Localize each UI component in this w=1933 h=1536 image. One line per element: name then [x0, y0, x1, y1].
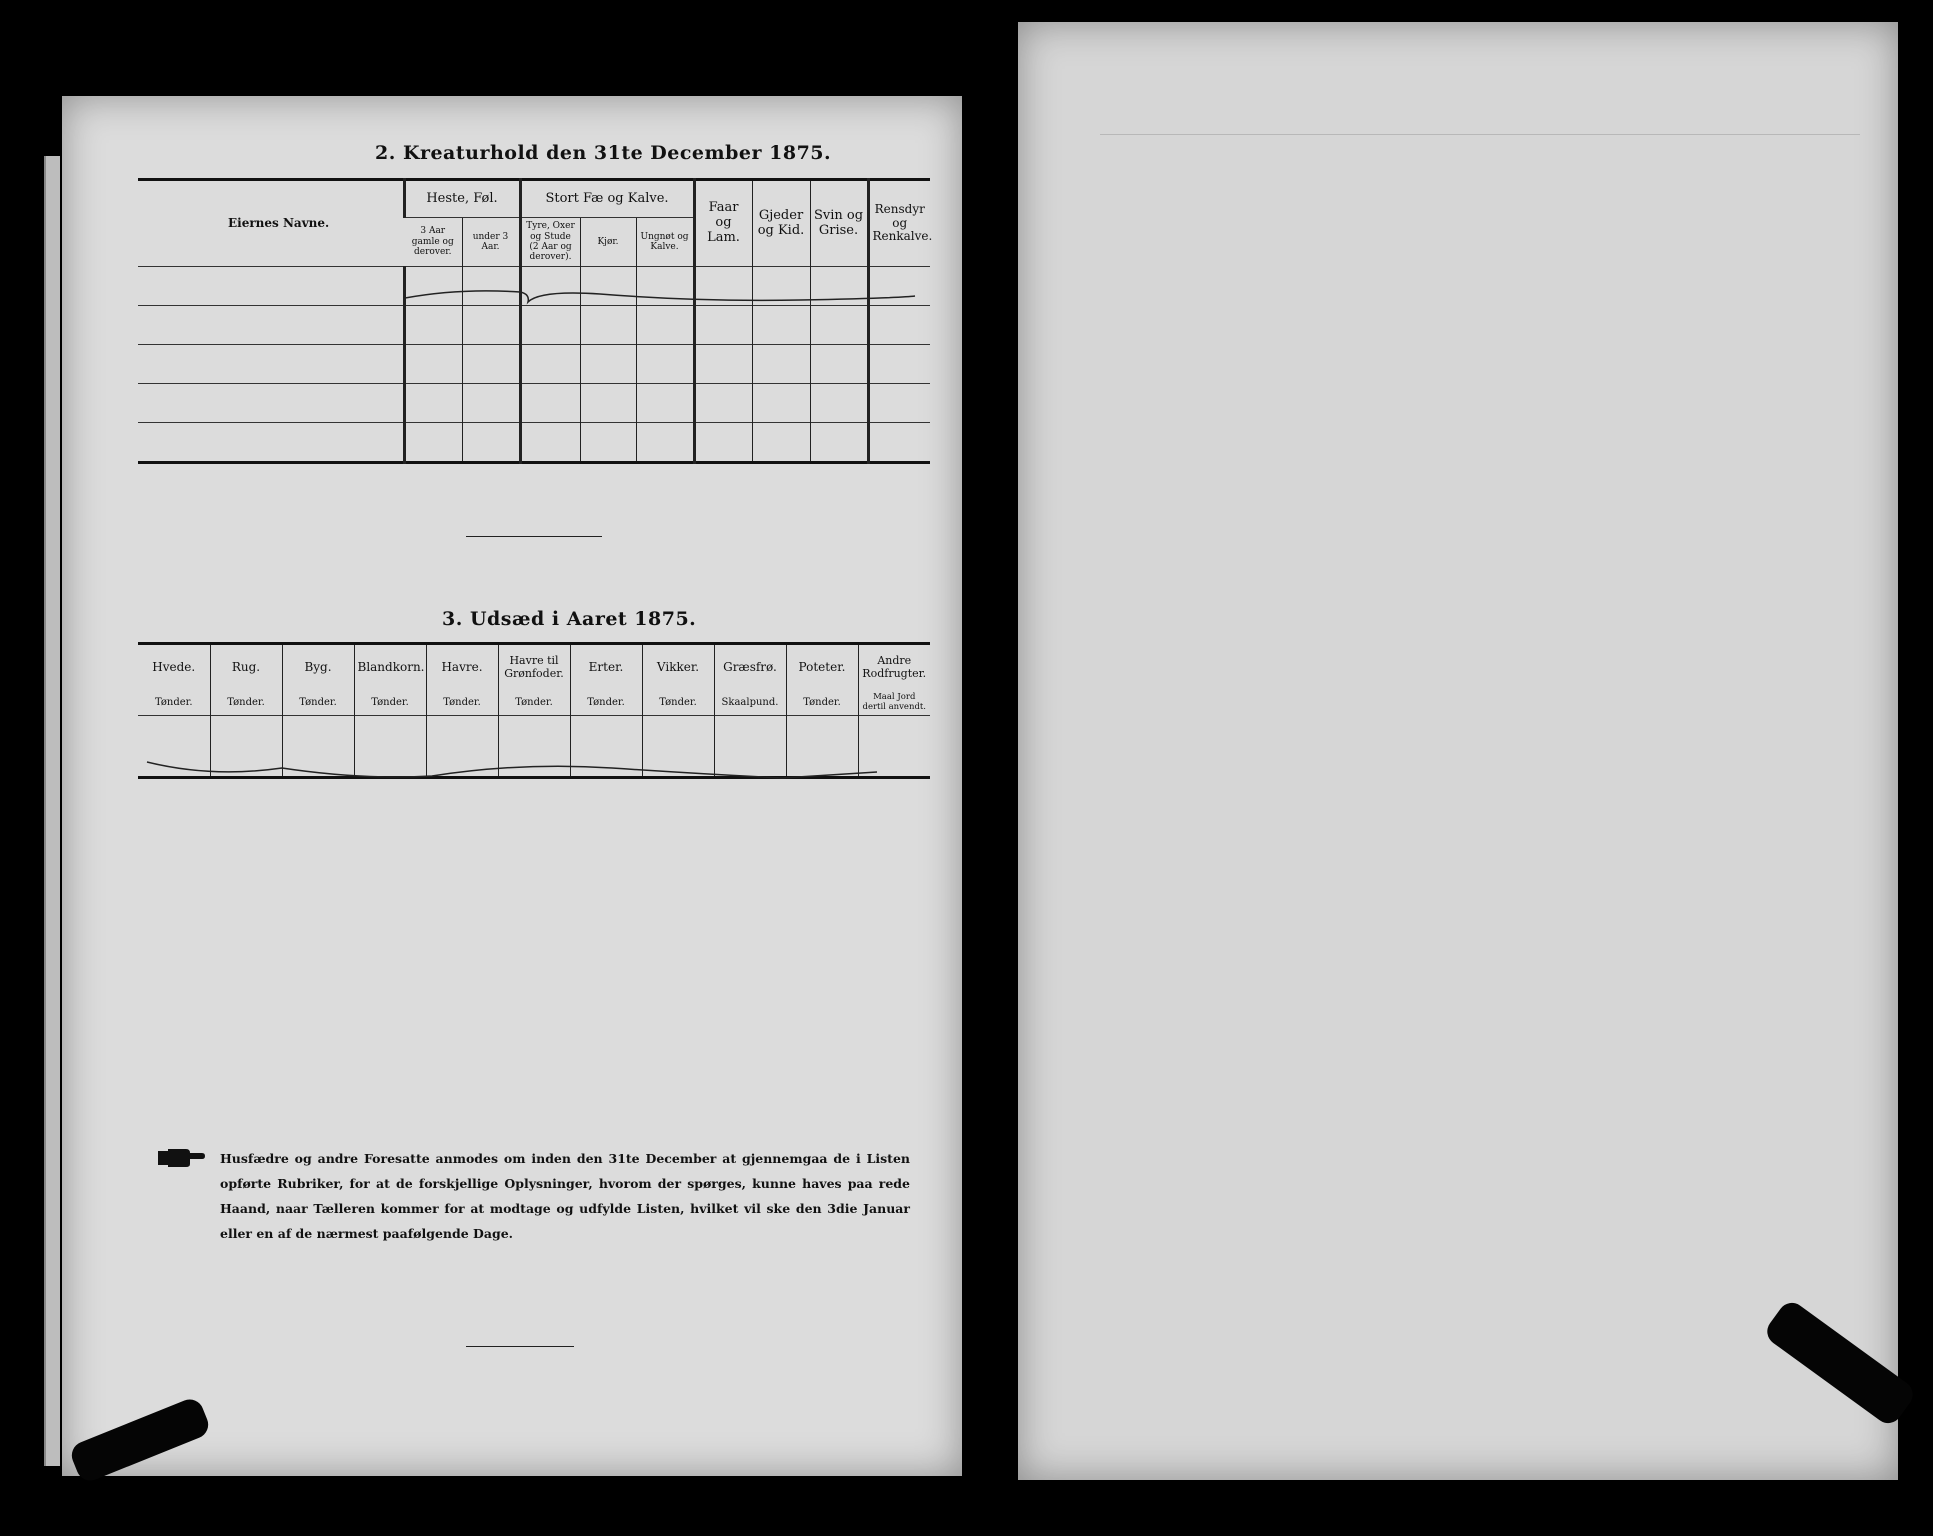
seed-col-9: Poteter.: [786, 644, 858, 692]
seed-unit-10: Maal Jord dertil anvendt.: [858, 691, 930, 715]
seed-unit-3: Tønder.: [354, 691, 426, 715]
right-page: [1018, 22, 1898, 1480]
header-sheep: Faar og Lam.: [694, 180, 752, 267]
seed-col-1: Rug.: [210, 644, 282, 692]
seed-col-7: Vikker.: [642, 644, 714, 692]
seed-unit-5: Tønder.: [498, 691, 570, 715]
header-cattle-group: Stort Fæ og Kalve.: [520, 180, 694, 218]
table-row: [138, 345, 930, 384]
seed-col-8: Græsfrø.: [714, 644, 786, 692]
table-row: [138, 384, 930, 423]
seed-col-5: Havre til Grønfoder.: [498, 644, 570, 692]
seed-col-6: Erter.: [570, 644, 642, 692]
left-page-stacked-edge: [44, 156, 60, 1466]
header-goats: Gjeder og Kid.: [752, 180, 810, 267]
notice-paragraph: Husfædre og andre Foresatte anmodes om inden den 31te December at gjennemgaa de i Listen opførte Rubriker, for at de forskjellige Oplysninger, hvorom der spørges, kunne haves paa rede Haand, naar Tælleren kommer for at modtage og udfylde Listen, hvilket vil ske den 3die Januar eller en af de nærmest paafølgende Dage.: [220, 1151, 910, 1241]
right-page-faint-line: [1100, 134, 1860, 135]
header-owner-names: Eiernes Navne.: [228, 215, 330, 230]
header-bulls-oxen: Tyre, Oxer og Stude (2 Aar og derover).: [520, 218, 580, 267]
seed-col-3: Blandkorn.: [354, 644, 426, 692]
header-horses-group: Heste, Føl.: [404, 180, 520, 218]
seed-unit-6: Tønder.: [570, 691, 642, 715]
table-row: [138, 306, 930, 345]
pointing-hand-icon: [156, 1147, 206, 1169]
section-divider: [466, 536, 602, 537]
seed-header-row: [138, 644, 930, 692]
seed-strike-line: [142, 750, 882, 790]
seed-unit-9: Tønder.: [786, 691, 858, 715]
bottom-divider: [466, 1346, 574, 1347]
seed-col-10: Andre Rodfrugter.: [858, 644, 930, 692]
livestock-strike-line: [400, 280, 920, 310]
section-3-title: 3. Udsæd i Aaret 1875.: [442, 608, 697, 630]
header-horses-under-3: under 3 Aar.: [462, 218, 520, 267]
header-reindeer: Rensdyr og Renkalve.: [868, 180, 930, 267]
section-2-title: 2. Kreaturhold den 31te December 1875.: [375, 142, 832, 164]
header-cows: Kjør.: [580, 218, 636, 267]
header-young-cattle: Ungnøt og Kalve.: [636, 218, 694, 267]
seed-unit-row: [138, 691, 930, 715]
seed-unit-2: Tønder.: [282, 691, 354, 715]
seed-unit-0: Tønder.: [154, 697, 193, 709]
seed-unit-8: Skaalpund.: [714, 691, 786, 715]
header-pigs: Svin og Grise.: [810, 180, 868, 267]
seed-col-4: Havre.: [426, 644, 498, 692]
header-horses-3yr: 3 Aar gamle og derover.: [404, 218, 462, 267]
seed-unit-4: Tønder.: [426, 691, 498, 715]
seed-col-0: Hvede.: [152, 660, 196, 675]
table-row: [138, 423, 930, 463]
livestock-table: [138, 178, 933, 464]
seed-unit-1: Tønder.: [210, 691, 282, 715]
seed-unit-7: Tønder.: [642, 691, 714, 715]
seed-col-2: Byg.: [282, 644, 354, 692]
